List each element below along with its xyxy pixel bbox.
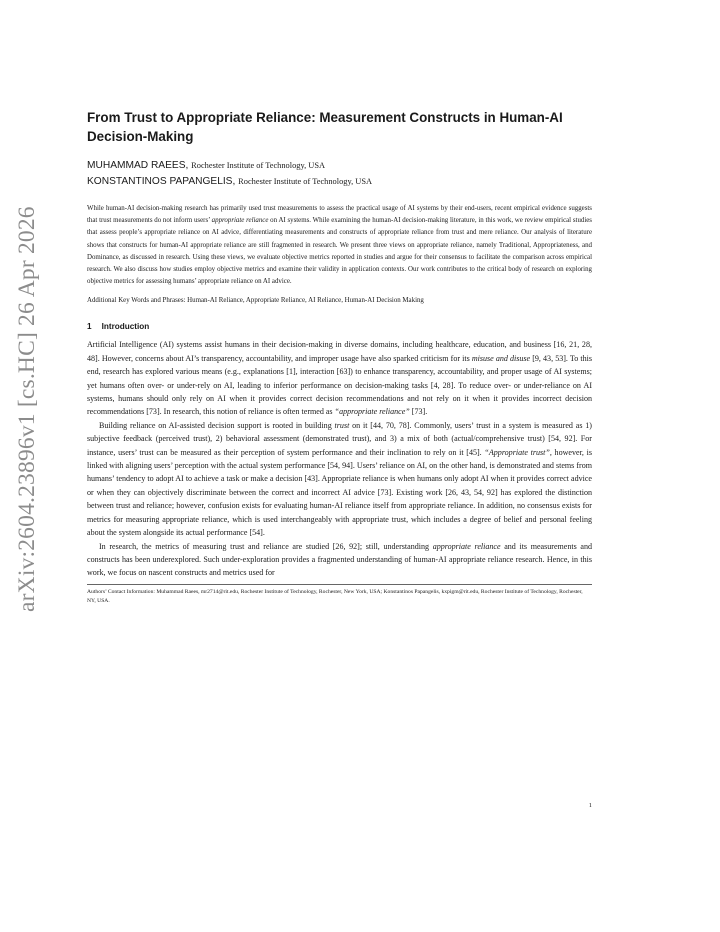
abstract-text: While human-AI decision-making research has primarily used trust measurements to assess the practical usage of AI systems by their end-users, recent empirical evidence suggests that trust measurements do not inform users’ bbox=[87, 205, 592, 225]
body-text bbox=[87, 338, 592, 579]
keywords: Additional Key Words and Phrases: Human-AI Reliance, Appropriate Reliance, AI Reliance, Human-AI Decision Making bbox=[87, 297, 424, 305]
paragraph-text: In research, the metrics of measuring trust and reliance are studied [26, 92]; still, understanding bbox=[99, 541, 433, 551]
section-title: Introduction bbox=[101, 322, 150, 332]
paragraph-emphasis: trust bbox=[334, 420, 350, 430]
author-affiliation: Rochester Institute of Technology, USA bbox=[238, 177, 373, 186]
paragraph-text: and its measurements and constructs has been underexplored. Such under-exploration provides a fragmented understanding of human-AI appropriate reliance research. Hence, in this work, we focus on nascent constructs and metrics used for bbox=[87, 541, 592, 578]
author-1 bbox=[87, 158, 592, 174]
paper-content bbox=[87, 108, 592, 606]
section-heading bbox=[87, 321, 592, 333]
author-2 bbox=[87, 174, 592, 190]
footnote-divider bbox=[87, 584, 592, 585]
author-list bbox=[87, 158, 592, 190]
page-number: 1 bbox=[588, 802, 592, 809]
section-number: 1 bbox=[87, 322, 92, 332]
abstract-emphasis: appropriate reliance bbox=[211, 217, 269, 225]
author-contact-footnote: Authors’ Contact Information: Muhammad Raees, mr2714@rit.edu, Rochester Institute of Technology, Rochester, New York, USA; Konstantinos Papangelis, kxpigm@rit.edu, Rochester Institute of Technology, Rochester, NY, USA. bbox=[87, 588, 583, 604]
abstract bbox=[87, 203, 592, 288]
paragraph-text: Artificial Intelligence (AI) systems assist humans in their decision-making in diverse domains, including healthcare, education, and business [16, 21, 28, 48]. However, concerns about AI’s transparency, accountability, and improper usage have also sparked criticism for its bbox=[87, 340, 592, 363]
author-affiliation: Rochester Institute of Technology, USA bbox=[191, 161, 326, 170]
paragraph-emphasis: “appropriate reliance” bbox=[334, 407, 410, 417]
abstract-text: on AI systems. While examining the human-AI decision-making literature, in this work, we review empirical studies that assess people’s appropriate reliance on AI advice, differentiating measurements and constructs of appropriate reliance from trust and mere reliance. Our analysis of literature shows that constructs for human-AI appropriate reliance are still fragmented in research. We present three views on appropriate reliance, namely Traditional, Appropriateness, and Dominance, as discussed in research. Using these views, we evaluate objective metrics reported in studies and argue for their consensus to facilitate the comparison across empirical research. We also discuss how studies employ objective metrics and examine their validity in application contexts. Our work contributes to the critical body of research on exploring objective metrics for assessing humans’ appropriate reliance on AI advice. bbox=[87, 217, 592, 286]
paragraph-text: on it [44, 70, 78]. Commonly, users’ trust in a system is measured as 1) subjective feedback (perceived trust), 2) behavioral assessment (demonstrated trust), and 3) a mix of both (actual/comprehensive trust) [54, 92]. For instance, users’ trust can be measured as their perception of system performance and their inclination to rely on it [45]. bbox=[87, 420, 592, 457]
paragraph-text: Building reliance on AI-assisted decision support is rooted in building bbox=[99, 420, 335, 430]
paragraph bbox=[87, 338, 592, 418]
paragraph bbox=[87, 419, 592, 540]
paragraph-emphasis: appropriate reliance bbox=[432, 541, 501, 551]
paragraph-emphasis: “Appropriate trust” bbox=[484, 447, 550, 457]
arxiv-identifier: arXiv:2604.23896v1 [cs.HC] 26 Apr 2026 bbox=[14, 206, 40, 612]
paper-title: From Trust to Appropriate Reliance: Measurement Constructs in Human-AI Decision-Making bbox=[87, 110, 563, 144]
paragraph-emphasis: misuse and disuse bbox=[471, 353, 531, 363]
paragraph-text: , however, is linked with aligning users’ perception with the actual system performance [54, 94]. Users’ reliance on AI, on the other hand, is demonstrated and stems from humans’ tendency to adopt AI to achieve a task or make a decision [43]. Appropriate reliance is when humans only adopt AI when it provides correct advice or when they can objectively discriminate between the correct and incorrect AI advice [73]. Existing work [26, 43, 54, 92] has explored the distinction between trust and reliance; however, confusion exists for evaluating human-AI reliance itself from appropriate reliance. In addition, no consensus exists for metrics for measuring appropriate reliance, which is used interchangeably with appropriate trust, which includes a degree of belief and personal feeling about the system alongside its actual performance [54]. bbox=[87, 447, 593, 538]
paragraph bbox=[87, 540, 592, 580]
paragraph-text: [9, 43, 53]. To this end, research has explored various means (e.g., explanations [1], interaction [63]) to enhance transparency, accountability, and proper usage of AI systems; yet humans often over- or under-rely on AI, leading to inferior performance on decision-making tasks [4, 28]. To reduce over- or under-reliance on AI systems, humans should only rely on AI when it provides correct decision recommendations and not rely on it when it provides incorrect decision recommendations [73]. In research, this notion of reliance is often termed as bbox=[87, 353, 592, 417]
author-name: KONSTANTINOS PAPANGELIS, bbox=[87, 176, 236, 187]
author-name: MUHAMMAD RAEES, bbox=[87, 160, 189, 171]
paragraph-text: [73]. bbox=[409, 407, 428, 417]
